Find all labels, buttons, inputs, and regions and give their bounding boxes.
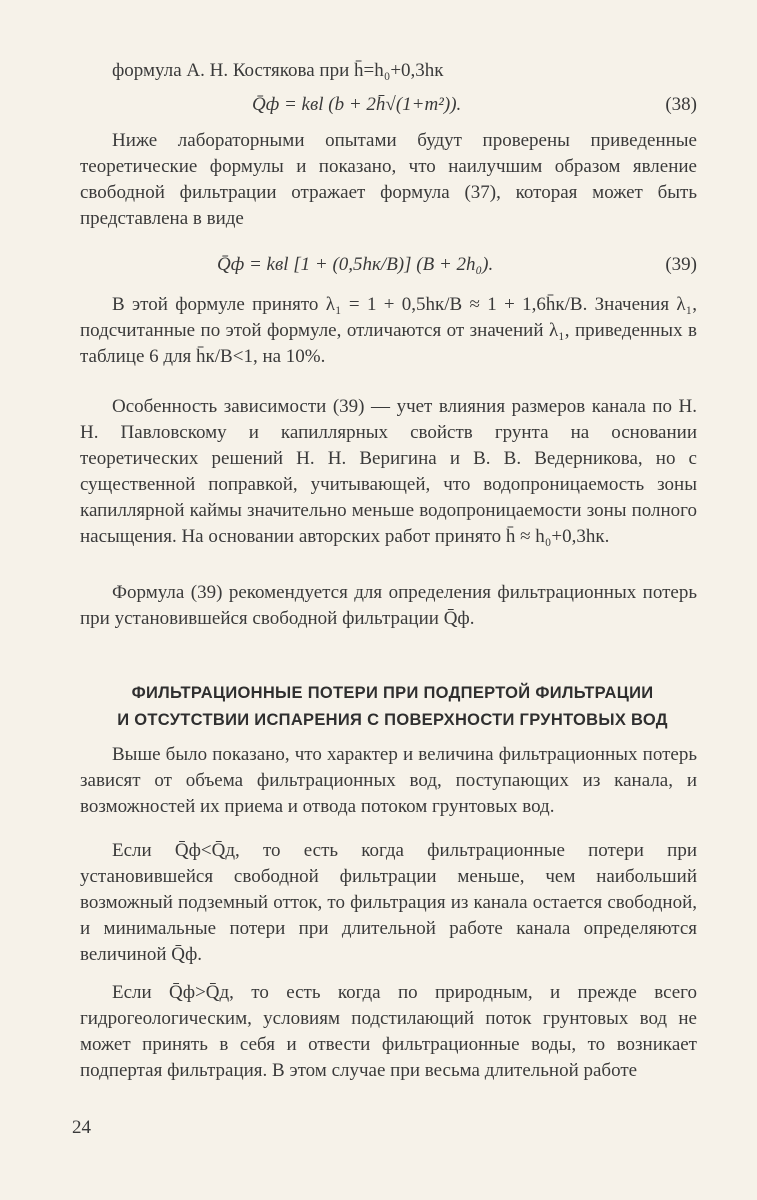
section-heading-line-2: И ОТСУТСТВИИ ИСПАРЕНИЯ С ПОВЕРХНОСТИ ГРУНТОВЫХ ВОД [117,711,668,729]
equation-38-formula: Q̄ф = kвl (b + 2h̄√(1+m²)). [252,94,462,115]
paragraph-5-text: Выше было показано, что характер и величина фильтрационных потерь зависят от объема фильтрационных вод, поступающих из канала, и возможностей их приема и отвода потоком грунтовых вод. [80,744,697,817]
paragraph-7-text: Если Q̄ф>Q̄д, то есть когда по природным, и прежде всего гидрогеологическим, условиям подстилающий поток грунтовых вод не может принять в себя и отвести фильтрационные воды, то возникает подпертая фильтрация. В этом случае при весьма длительной работе [80,982,697,1081]
paragraph-6-text: Если Q̄ф<Q̄д, то есть когда фильтрационные потери при установившейся свободной фильтрации меньше, чем наибольший возможный подземный отток, то фильтрация из канала остается свободной, и минимальные потери при длительной работе канала определяются величиной Q̄ф. [80,840,697,965]
equation-39-number: (39) [665,254,697,275]
equation-38-number: (38) [665,94,697,115]
paragraph-3-text: Особенность зависимости (39) — учет влияния размеров канала по Н. Н. Павловскому и капиллярных свойств грунта на основании теоретических решений Н. Н. Веригина и В. В. Ведерникова, но с существенной поправкой, учитывающей, что водопроницаемость зоны капиллярной каймы значительно меньше водопроницаемости зоны полного насыщения. На основании авторских работ принято h̄ ≈ h₀+0,3hк. [80,396,697,547]
equation-38 [112,90,697,120]
equation-39 [112,250,697,280]
paragraph-7 [80,980,697,1084]
paragraph-5 [80,742,697,820]
paragraph-1 [80,128,697,232]
equation-39-formula: Q̄ф = kвl [1 + (0,5hк/B)] (B + 2h₀). [217,254,494,275]
intro-text: формула А. Н. Костякова при h̄=h₀+0,3hк [112,60,444,81]
paragraph-1-text: Ниже лабораторными опытами будут проверены приведенные теоретические формулы и показано, что наилучшим образом явление свободной фильтрации отражает формула (37), которая может быть представлена в виде [80,130,697,229]
paragraph-2-text: В этой формуле принято λ₁ = 1 + 0,5hк/B ≈ 1 + 1,6h̄к/B. Значения λ₁, подсчитанные по этой формуле, отличаются от значений λ₁, приведенных в таблице 6 для h̄к/B<1, на 10%. [80,294,697,367]
page-number: 24 [72,1117,91,1138]
paragraph-2 [80,292,697,370]
intro-line [112,58,697,84]
paragraph-4-text: Формула (39) рекомендуется для определения фильтрационных потерь при установившейся свободной фильтрации Q̄ф. [80,582,697,629]
section-heading [60,680,725,734]
paragraph-6 [80,838,697,968]
paragraph-4 [80,580,697,632]
paragraph-3 [80,394,697,550]
section-heading-line-1: ФИЛЬТРАЦИОННЫЕ ПОТЕРИ ПРИ ПОДПЕРТОЙ ФИЛЬТРАЦИИ [131,684,654,702]
